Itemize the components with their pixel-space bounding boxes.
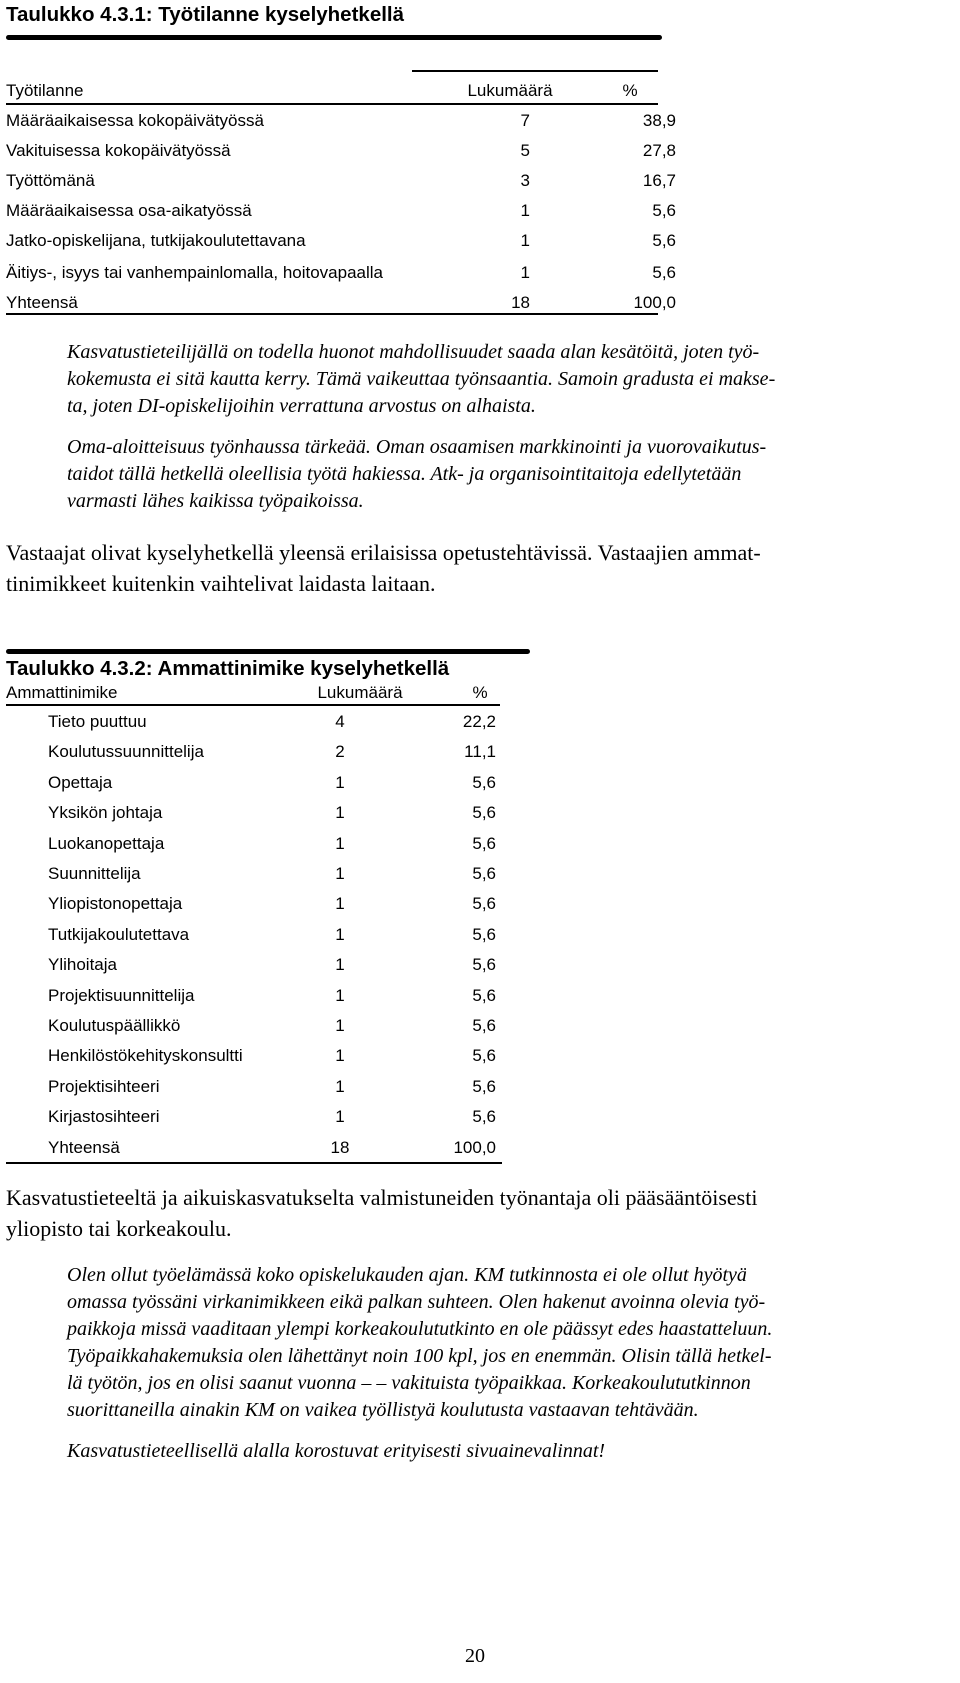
row-label: Projektisihteeri xyxy=(48,1076,160,1096)
percent-cell: 38,9 xyxy=(642,111,676,130)
column-header: % xyxy=(472,683,488,702)
percent-cell: 5,6 xyxy=(472,1046,496,1066)
percent-cell: 5,6 xyxy=(472,1076,496,1096)
text-line: taidot tällä hetkellä oleellisia työtä hakiessa. Atk- ja organisointitaitoja edellytetään xyxy=(67,463,742,485)
count-cell: 1 xyxy=(335,894,345,914)
table-row xyxy=(0,263,960,295)
table-1-header-rule xyxy=(6,103,658,105)
text-line: tinimikkeet kuitenkin vaihtelivat laidasta laitaan. xyxy=(6,571,436,596)
table-1-header-top-rule xyxy=(412,70,658,72)
table-row xyxy=(0,742,960,774)
column-header: Lukumäärä xyxy=(317,683,403,702)
row-label: Luokanopettaja xyxy=(48,833,165,853)
count-cell: 1 xyxy=(335,1016,345,1035)
page-number: 20 xyxy=(465,1645,485,1667)
table-2-bottom-rule xyxy=(6,1162,502,1164)
table-2-header-rule xyxy=(6,704,500,706)
row-label: Koulutuspäällikkö xyxy=(48,1016,181,1035)
row-label: Tutkijakoulutettava xyxy=(48,924,190,944)
text-line: Työpaikkahakemuksia olen lähettänyt noin 100 kpl, jos en enemmän. Olisin tällä hetkel- xyxy=(67,1345,772,1367)
row-label: Henkilöstökehityskonsultti xyxy=(48,1046,243,1066)
table-1-header-row xyxy=(0,81,960,113)
table-row xyxy=(0,201,960,233)
count-cell: 1 xyxy=(335,955,345,975)
quote-block-2 xyxy=(67,1262,935,1465)
percent-cell: 22,2 xyxy=(462,712,496,731)
percent-cell: 16,7 xyxy=(642,171,676,190)
row-label: Yhteensä xyxy=(48,1138,120,1157)
text-line: Kasvatustieteeltä ja aikuiskasvatukselta valmistuneiden työnantaja oli pääsääntöisesti xyxy=(6,1185,758,1210)
table-1-bottom-rule xyxy=(6,313,658,315)
table-row xyxy=(0,111,960,143)
table-row xyxy=(0,1077,960,1109)
count-cell: 3 xyxy=(520,171,530,190)
quote-paragraph xyxy=(67,434,935,515)
count-cell: 1 xyxy=(335,864,345,883)
table-row xyxy=(0,231,960,263)
percent-cell: 100,0 xyxy=(633,293,676,312)
count-cell: 4 xyxy=(335,712,345,731)
table-2-header-row xyxy=(0,683,960,715)
table-total-row xyxy=(0,293,960,325)
count-cell: 1 xyxy=(335,985,345,1005)
row-label: Ylihoitaja xyxy=(48,955,117,975)
text-line: kokemusta ei sitä kautta kerry. Tämä vaikeuttaa työnsaantia. Samoin gradusta ei makse- xyxy=(67,368,776,390)
text-line: Olen ollut työelämässä koko opiskelukauden ajan. KM tutkinnosta ei ole ollut hyötyä xyxy=(67,1264,747,1286)
text-line: Vastaajat olivat kyselyhetkellä yleensä erilaisissa opetustehtävissä. Vastaajien ammat- xyxy=(6,540,761,565)
row-label: Tieto puuttuu xyxy=(48,712,147,731)
count-cell: 1 xyxy=(335,1076,345,1096)
column-header: % xyxy=(622,81,638,100)
row-label: Työttömänä xyxy=(6,171,95,190)
percent-cell: 5,6 xyxy=(472,1016,496,1035)
text-line: Kasvatustieteilijällä on todella huonot mahdollisuudet saada alan kesätöitä, joten työ- xyxy=(67,341,760,363)
row-label: Projektisuunnittelija xyxy=(48,985,195,1005)
row-label: Kirjastosihteeri xyxy=(48,1107,160,1127)
body-paragraph-1 xyxy=(6,537,941,599)
percent-cell: 100,0 xyxy=(453,1138,496,1157)
count-cell: 1 xyxy=(335,924,345,944)
column-header: Ammattinimike xyxy=(6,683,118,702)
column-header: Lukumäärä xyxy=(467,81,553,100)
percent-cell: 27,8 xyxy=(642,141,676,160)
count-cell: 1 xyxy=(335,803,345,823)
table-row xyxy=(0,712,960,744)
text-line: Oma-aloitteisuus työnhaussa tärkeää. Oman osaamisen markkinointi ja vuorovaikutus- xyxy=(67,436,767,458)
count-cell: 7 xyxy=(520,111,530,130)
row-label: Yksikön johtaja xyxy=(48,803,163,823)
percent-cell: 5,6 xyxy=(472,803,496,823)
text-line: yliopisto tai korkeakoulu. xyxy=(6,1216,232,1241)
percent-cell: 5,6 xyxy=(652,201,676,220)
table-total-row xyxy=(0,1138,960,1170)
row-label: Suunnittelija xyxy=(48,864,141,883)
row-label: Yhteensä xyxy=(6,293,78,312)
row-label: Opettaja xyxy=(48,772,113,792)
percent-cell: 5,6 xyxy=(472,833,496,853)
row-label: Yliopistonopettaja xyxy=(48,894,183,914)
table-row xyxy=(0,1016,960,1048)
percent-cell: 5,6 xyxy=(472,1107,496,1127)
text-line: lä työtön, jos en olisi saanut vuonna – – vakituista työpaikkaa. Korkeakoulututkinnon xyxy=(67,1372,751,1394)
count-cell: 2 xyxy=(335,742,345,762)
row-label: Määräaikaisessa kokopäivätyössä xyxy=(6,111,264,130)
row-label: Vakituisessa kokopäivätyössä xyxy=(6,141,231,160)
quote-paragraph xyxy=(67,1438,935,1465)
table-row xyxy=(0,894,960,926)
count-cell: 1 xyxy=(335,1107,345,1127)
quote-paragraph xyxy=(67,1262,935,1424)
table-row xyxy=(0,141,960,173)
caption-1-rule xyxy=(6,35,662,40)
count-cell: 1 xyxy=(335,833,345,853)
text-line: Kasvatustieteellisellä alalla korostuvat erityisesti sivuainevalinnat! xyxy=(67,1440,606,1462)
count-cell: 18 xyxy=(511,293,530,312)
text-line: varmasti lähes kaikissa työpaikoissa. xyxy=(67,490,364,512)
percent-cell: 5,6 xyxy=(652,263,676,282)
quote-block-1 xyxy=(67,339,935,515)
count-cell: 1 xyxy=(335,772,345,792)
percent-cell: 11,1 xyxy=(464,742,496,762)
table-row xyxy=(0,955,960,987)
count-cell: 1 xyxy=(520,201,530,220)
table-row xyxy=(0,773,960,805)
quote-paragraph xyxy=(67,339,935,420)
table-row xyxy=(0,864,960,896)
body-paragraph-2 xyxy=(6,1182,941,1244)
table-row xyxy=(0,986,960,1018)
table-1-caption: Taulukko 4.3.1: Työtilanne kyselyhetkellä xyxy=(6,3,405,26)
percent-cell: 5,6 xyxy=(652,231,676,250)
row-label: Koulutussuunnittelija xyxy=(48,742,204,762)
table-row xyxy=(0,834,960,866)
table-row xyxy=(0,171,960,203)
text-line: omassa työssäni virkanimikkeen eikä palkan suhteen. Olen hakenut avoinna olevia työ- xyxy=(67,1291,766,1313)
count-cell: 1 xyxy=(520,231,530,250)
table-row xyxy=(0,803,960,835)
row-label: Määräaikaisessa osa-aikatyössä xyxy=(6,201,252,220)
table-row xyxy=(0,1107,960,1139)
percent-cell: 5,6 xyxy=(472,894,496,914)
table-row xyxy=(0,925,960,957)
percent-cell: 5,6 xyxy=(472,955,496,975)
count-cell: 1 xyxy=(520,263,530,282)
text-line: ta, joten DI-opiskelijoihin verrattuna arvostus on alhaista. xyxy=(67,395,536,417)
percent-cell: 5,6 xyxy=(472,985,496,1005)
table-row xyxy=(0,1046,960,1078)
count-cell: 5 xyxy=(520,141,530,160)
table-2-caption: Taulukko 4.3.2: Ammattinimike kyselyhetkellä xyxy=(6,657,450,680)
text-line: suorittaneilla ainakin KM on vaikea työllistyä koulutusta vastaavan tehtävään. xyxy=(67,1399,699,1421)
count-cell: 18 xyxy=(330,1138,350,1157)
row-label: Jatko-opiskelijana, tutkijakoulutettavana xyxy=(6,231,306,250)
text-line: paikkoja missä vaaditaan ylempi korkeakoulututkinto en ole päässyt edes haastatteluun. xyxy=(67,1318,773,1340)
count-cell: 1 xyxy=(335,1046,345,1066)
percent-cell: 5,6 xyxy=(472,924,496,944)
percent-cell: 5,6 xyxy=(472,772,496,792)
percent-cell: 5,6 xyxy=(472,864,496,883)
column-header: Työtilanne xyxy=(6,81,84,100)
row-label: Äitiys-, isyys tai vanhempainlomalla, hoitovapaalla xyxy=(6,263,384,282)
